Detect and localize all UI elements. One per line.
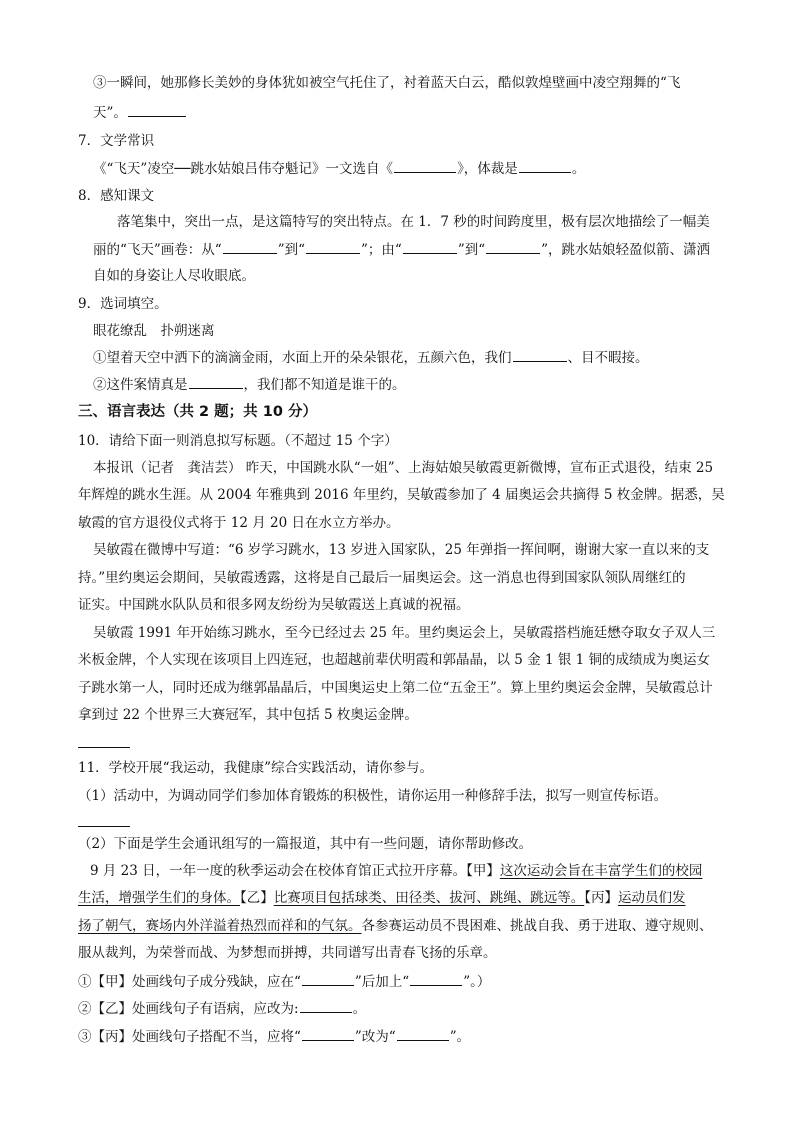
q9-heading: 9．选词填空。 xyxy=(78,296,168,312)
answer-blank[interactable] xyxy=(189,374,243,389)
underlined-sentence-bing: 运动员们发 xyxy=(618,890,686,906)
news-para2-line2: 持。”里约奥运会期间，吴敏霞透露，这将是自己最后一届奥运会。这一消息也得到国家队领队周继红的 xyxy=(78,570,686,586)
answer-blank[interactable] xyxy=(302,1026,354,1041)
news-para3-line4: 拿到过 22 个世界三大赛冠军，其中包括 5 枚奥运金牌。 xyxy=(78,707,418,723)
answer-blank[interactable] xyxy=(394,158,456,173)
answer-blank[interactable] xyxy=(128,102,186,117)
underlined-sentence-jia: 这次运动会旨在丰富学生们的校园 xyxy=(499,863,703,879)
news-para2-line3: 证实。中国跳水队队员和很多网友纷纷为吴敏霞送上真诚的祝福。 xyxy=(78,597,470,613)
q11-part1: （1）活动中，为调动同学们参加体育锻炼的积极性，请你运用一种修辞手法，拟写一则宣传标语。 xyxy=(78,788,668,804)
q11-sub1: ①【甲】处画线句子成分残缺，应在“ ”后加上“ ”。） xyxy=(78,971,490,992)
news-para1-line2: 年辉煌的跳水生涯。从 2004 年雅典到 2016 年里约，吴敏霞参加了 4 届奥运会共摘得 5 枚金牌。据悉，吴 xyxy=(78,487,725,503)
q8-text-line3: 自如的身姿让人尽收眼底。 xyxy=(93,268,255,284)
q11-part1-answer-line[interactable] xyxy=(78,826,130,827)
answer-blank[interactable] xyxy=(300,998,352,1013)
q10-answer-line[interactable] xyxy=(78,747,130,748)
answer-blank[interactable] xyxy=(223,239,277,254)
news-para1-line1: 本报讯（记者 龚洁芸） 昨天，中国跳水队“一姐”、上海姑娘吴敏霞更新微博，宣布正式退役，结束 25 xyxy=(93,460,714,476)
q11-sub2: ②【乙】处画线句子有语病，应改为: 。 xyxy=(78,998,366,1019)
report-line3: 扬了朝气，赛场内外洋溢着热烈而祥和的气氛。各参赛运动员不畏困难、挑战自我、勇于进取、遵守规则、 xyxy=(78,918,713,934)
q11-part2: （2）下面是学生会通讯组写的一篇报道，其中有一些问题，请你帮助修改。 xyxy=(78,836,533,852)
q6-item3-line2: 天”。 xyxy=(93,102,187,123)
q11-prompt: 11．学校开展“我运动，我健康”综合实践活动，请你参与。 xyxy=(78,760,433,776)
answer-blank[interactable] xyxy=(519,158,571,173)
news-para3-line2: 米板金牌，个人实现在该项目上四连冠，也超越前辈伏明霞和郭晶晶，以 5 金 1 银 1 铜的成绩成为奥运女 xyxy=(78,652,711,668)
q8-text-line1: 落笔集中，突出一点，是这篇特写的突出特点。在 1．7 秒的时间跨度里，极有层次地描绘了一幅美 xyxy=(117,214,710,230)
q9-word-options: 眼花缭乱 扑朔迷离 xyxy=(93,323,215,339)
answer-blank[interactable] xyxy=(486,239,540,254)
q9-item2: ②这件案情真是 ，我们都不知道是谁干的。 xyxy=(93,374,406,395)
news-para2-line1: 吴敏霞在微博中写道：“6 岁学习跳水，13 岁进入国家队，25 年弹指一挥间啊，谢谢大家一直以来的支 xyxy=(93,542,710,558)
underlined-sentence-yi: 比赛项目包括球类、田径类、拔河、跳绳、跳远等。 xyxy=(273,890,585,906)
answer-blank[interactable] xyxy=(302,971,354,986)
news-para3-line1: 吴敏霞 1991 年开始练习跳水，至今已经过去 25 年。里约奥运会上，吴敏霞搭档施廷懋夺取女子双人三 xyxy=(93,625,716,641)
report-line4: 服从裁判，为荣誉而战、为梦想而拼搏，共同谱写出青春飞扬的乐章。 xyxy=(78,945,497,961)
answer-blank[interactable] xyxy=(403,239,457,254)
news-para1-line3: 敏霞的官方退役仪式将于 12 月 20 日在水立方举办。 xyxy=(78,515,400,531)
answer-blank[interactable] xyxy=(513,347,567,362)
q7-heading: 7．文学常识 xyxy=(78,133,155,149)
q7-text: 《“飞天”凌空──跳水姑娘吕伟夺魁记》一文选自《 》，体裁是 。 xyxy=(93,158,585,179)
answer-blank[interactable] xyxy=(410,971,462,986)
q8-text-line2: 丽的“飞天”画卷：从“ ”到“ ”；由“ ”到“ ”，跳水姑娘轻盈似箭、潇洒 xyxy=(93,239,710,260)
answer-blank[interactable] xyxy=(397,1026,449,1041)
q9-item1: ①望着天空中洒下的滴滴金雨，水面上开的朵朵银花，五颜六色，我们 、目不暇接。 xyxy=(93,347,649,368)
answer-blank[interactable] xyxy=(306,239,360,254)
q6-item3-line1: ③一瞬间，她那修长美妙的身体犹如被空气托住了，衬着蓝天白云，酷似敦煌壁画中凌空翔舞的“飞 xyxy=(93,75,681,91)
section-3-heading: 三、语言表达（共 2 题；共 10 分） xyxy=(78,404,317,420)
q8-heading: 8．感知课文 xyxy=(78,188,155,204)
report-line2: 生活，增强学生们的身体。【乙】比赛项目包括球类、田径类、拔河、跳绳、跳远等。【丙】运动员们发 xyxy=(78,890,686,906)
q11-sub3: ③【丙】处画线句子搭配不当，应将“ ”改为“ ”。 xyxy=(78,1026,470,1047)
news-para3-line3: 子跳水第一人，同时还成为继郭晶晶后，中国奥运史上第二位“五金王”。算上里约奥运会金牌，吴敏霞总计 xyxy=(78,680,713,696)
report-line1: 9 月 23 日，一年一度的秋季运动会在校体育馆正式拉开序幕。【甲】这次运动会旨在丰富学生们的校园 xyxy=(90,863,703,879)
q10-prompt: 10．请给下面一则消息拟写标题。（不超过 15 个字） xyxy=(78,433,398,449)
